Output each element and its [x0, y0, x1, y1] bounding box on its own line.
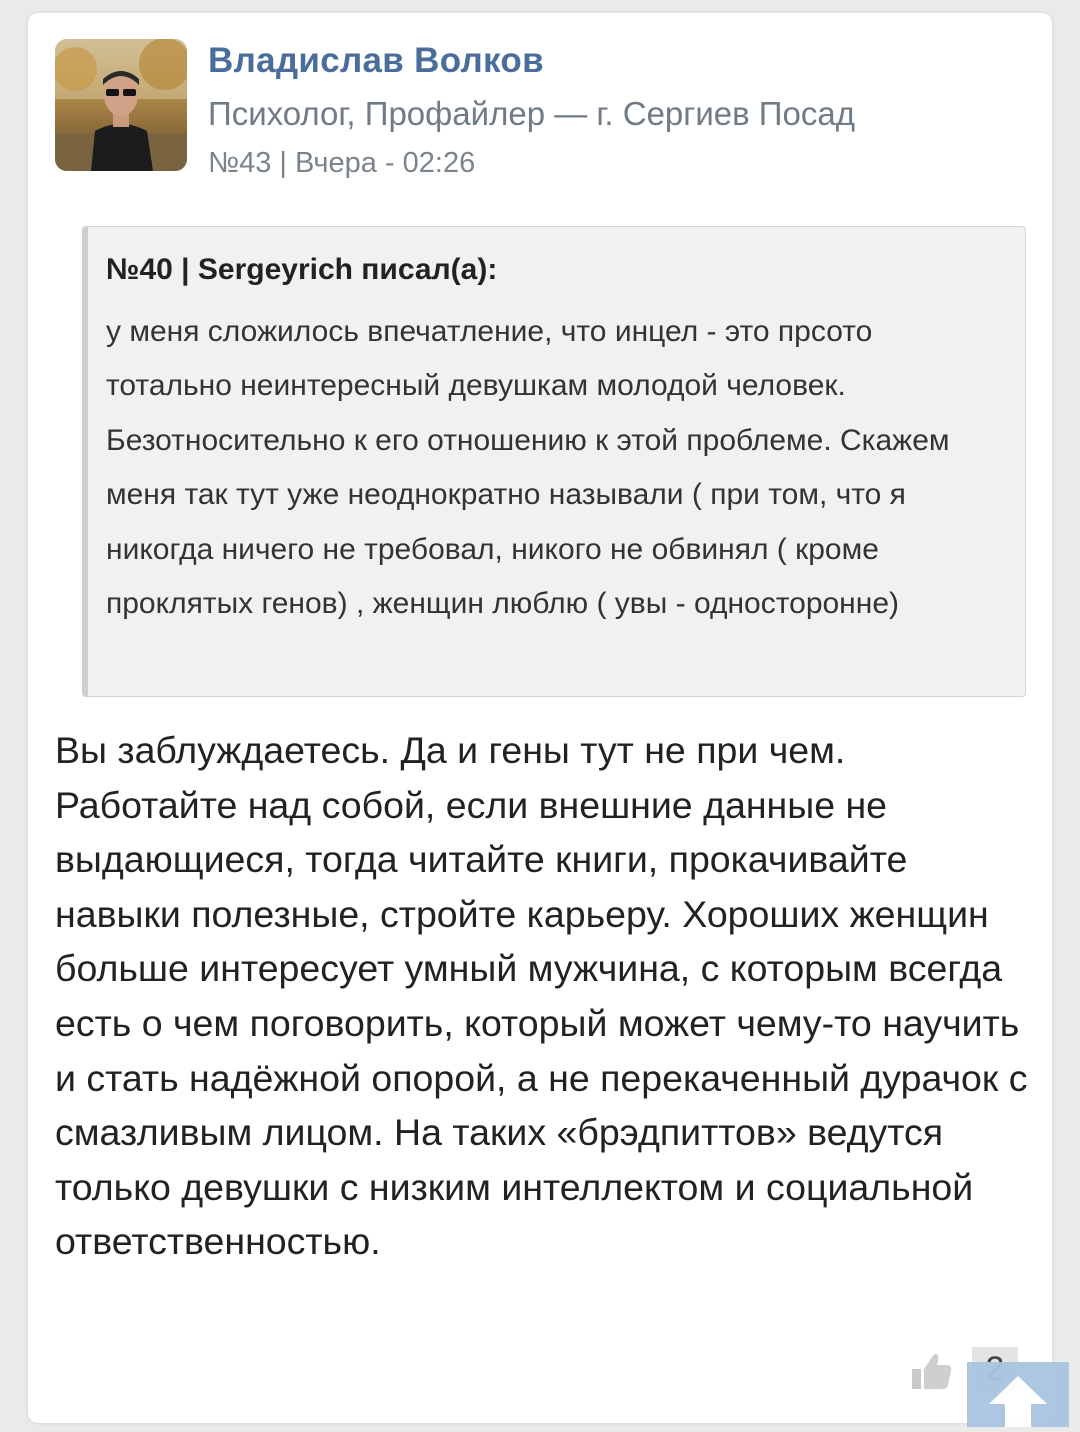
- avatar-photo: [55, 39, 187, 171]
- post-meta: №43 | Вчера - 02:26: [208, 147, 476, 179]
- post-body: Вы заблуждаетесь. Да и гены тут не при чем. Работайте над собой, если внешние данные не выдающиеся, тогда читайте книги, прокачивайте навыки полезные, стройте карьеру. Хороших женщин больше интересует умный мужчина, с которым всегда есть о чем поговорить, который может чему-то научить и стать надёжной опорой, а не перекаченный дурачок с смазливым лицом. На таких «брэдпиттов» ведутся только девушки с низким интеллектом и социальной ответственностью.: [55, 729, 1028, 1263]
- quote-text: у меня сложилось впечатление, что инцел - это прсото тотально неинтересный девушкам молодой человек. Безотносительно к его отношению к этой проблеме. Скажем меня так тут уже неоднократно называли ( при том, что я никогда ничего не требовал, никого не обвинял ( кроме проклятых генов) , женщин люблю ( увы - односторонне): [106, 315, 950, 621]
- scroll-to-top-button[interactable]: [967, 1362, 1069, 1427]
- arrow-up-icon: [967, 1362, 1069, 1427]
- quote-block: [82, 226, 1026, 697]
- avatar[interactable]: [55, 39, 187, 171]
- author-status: Психолог, Профайлер — г. Сергиев Посад: [208, 95, 855, 132]
- thumbs-up-icon: [910, 1349, 954, 1393]
- like-button[interactable]: [910, 1349, 954, 1393]
- forum-post-card: [28, 13, 1052, 1423]
- quote-header: №40 | Sergeyrich писал(а):: [106, 253, 498, 286]
- author-name[interactable]: Владислав Волков: [208, 41, 544, 80]
